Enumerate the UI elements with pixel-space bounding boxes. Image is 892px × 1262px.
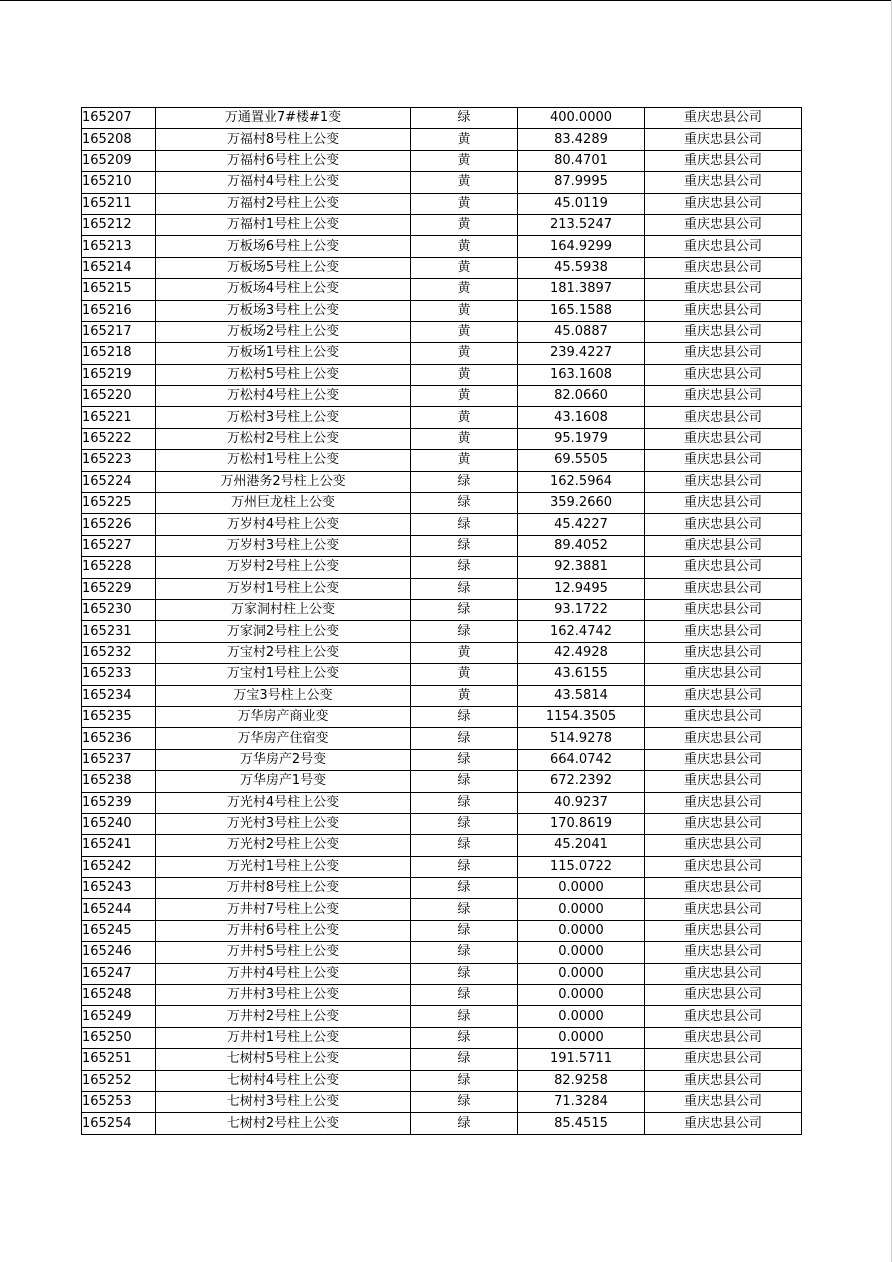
cell-value: 163.1608 (518, 364, 645, 385)
cell-color: 绿 (411, 706, 518, 727)
cell-company: 重庆忠县公司 (645, 343, 802, 364)
cell-company: 重庆忠县公司 (645, 899, 802, 920)
cell-id: 165222 (82, 428, 156, 449)
cell-company: 重庆忠县公司 (645, 771, 802, 792)
cell-color: 黄 (411, 321, 518, 342)
cell-name: 万光村3号柱上公变 (156, 813, 411, 834)
table-row (82, 1070, 802, 1091)
cell-id: 165252 (82, 1070, 156, 1091)
cell-color: 黄 (411, 343, 518, 364)
cell-value: 85.4515 (518, 1113, 645, 1134)
cell-name: 万岁村4号柱上公变 (156, 514, 411, 535)
cell-name: 万板场6号柱上公变 (156, 236, 411, 257)
cell-value: 0.0000 (518, 1006, 645, 1027)
cell-color: 绿 (411, 749, 518, 770)
cell-company: 重庆忠县公司 (645, 471, 802, 492)
cell-id: 165233 (82, 664, 156, 685)
cell-color: 绿 (411, 878, 518, 899)
cell-color: 黄 (411, 172, 518, 193)
cell-color: 绿 (411, 920, 518, 941)
table-row (82, 749, 802, 770)
cell-id: 165229 (82, 578, 156, 599)
cell-value: 45.4227 (518, 514, 645, 535)
cell-value: 45.2041 (518, 835, 645, 856)
cell-company: 重庆忠县公司 (645, 129, 802, 150)
cell-company: 重庆忠县公司 (645, 172, 802, 193)
cell-value: 0.0000 (518, 1027, 645, 1048)
cell-id: 165251 (82, 1049, 156, 1070)
cell-color: 绿 (411, 514, 518, 535)
cell-value: 45.0119 (518, 193, 645, 214)
cell-id: 165231 (82, 621, 156, 642)
table-row (82, 1113, 802, 1134)
table-row (82, 343, 802, 364)
table-row (82, 792, 802, 813)
cell-id: 165208 (82, 129, 156, 150)
table-row (82, 599, 802, 620)
table-row (82, 813, 802, 834)
cell-company: 重庆忠县公司 (645, 642, 802, 663)
table-row (82, 129, 802, 150)
cell-color: 黄 (411, 386, 518, 407)
cell-name: 万福村2号柱上公变 (156, 193, 411, 214)
cell-value: 69.5505 (518, 450, 645, 471)
cell-id: 165237 (82, 749, 156, 770)
cell-name: 万井村8号柱上公变 (156, 878, 411, 899)
cell-name: 万福村6号柱上公变 (156, 150, 411, 171)
cell-name: 万州巨龙柱上公变 (156, 493, 411, 514)
cell-id: 165225 (82, 493, 156, 514)
cell-color: 黄 (411, 642, 518, 663)
cell-color: 黄 (411, 257, 518, 278)
cell-company: 重庆忠县公司 (645, 193, 802, 214)
table-row (82, 942, 802, 963)
cell-name: 万松村1号柱上公变 (156, 450, 411, 471)
cell-color: 绿 (411, 599, 518, 620)
cell-name: 万光村1号柱上公变 (156, 856, 411, 877)
cell-value: 43.6155 (518, 664, 645, 685)
cell-company: 重庆忠县公司 (645, 878, 802, 899)
cell-color: 黄 (411, 150, 518, 171)
table-row (82, 557, 802, 578)
cell-company: 重庆忠县公司 (645, 664, 802, 685)
cell-id: 165234 (82, 685, 156, 706)
cell-name: 万板场2号柱上公变 (156, 321, 411, 342)
table-row (82, 364, 802, 385)
table-row (82, 728, 802, 749)
cell-company: 重庆忠县公司 (645, 985, 802, 1006)
cell-color: 绿 (411, 578, 518, 599)
cell-color: 绿 (411, 835, 518, 856)
cell-id: 165224 (82, 471, 156, 492)
transformer-table (81, 107, 802, 1135)
cell-id: 165219 (82, 364, 156, 385)
cell-id: 165239 (82, 792, 156, 813)
cell-color: 绿 (411, 1091, 518, 1112)
cell-id: 165230 (82, 599, 156, 620)
cell-color: 绿 (411, 535, 518, 556)
cell-name: 万井村4号柱上公变 (156, 963, 411, 984)
table-row (82, 407, 802, 428)
cell-name: 万光村4号柱上公变 (156, 792, 411, 813)
cell-value: 43.5814 (518, 685, 645, 706)
cell-value: 0.0000 (518, 963, 645, 984)
cell-name: 万井村6号柱上公变 (156, 920, 411, 941)
table-row (82, 771, 802, 792)
cell-color: 绿 (411, 985, 518, 1006)
cell-name: 万福村4号柱上公变 (156, 172, 411, 193)
table-row (82, 193, 802, 214)
cell-name: 万家洞2号柱上公变 (156, 621, 411, 642)
cell-value: 400.0000 (518, 108, 645, 129)
cell-id: 165207 (82, 108, 156, 129)
cell-id: 165212 (82, 214, 156, 235)
cell-company: 重庆忠县公司 (645, 728, 802, 749)
cell-id: 165242 (82, 856, 156, 877)
cell-value: 45.0887 (518, 321, 645, 342)
cell-value: 359.2660 (518, 493, 645, 514)
table-row (82, 578, 802, 599)
cell-name: 万通置业7#楼#1变 (156, 108, 411, 129)
table-row (82, 664, 802, 685)
cell-id: 165240 (82, 813, 156, 834)
cell-company: 重庆忠县公司 (645, 920, 802, 941)
cell-color: 黄 (411, 664, 518, 685)
cell-name: 万松村5号柱上公变 (156, 364, 411, 385)
cell-color: 绿 (411, 471, 518, 492)
table-row (82, 856, 802, 877)
cell-color: 绿 (411, 1049, 518, 1070)
table-row (82, 985, 802, 1006)
cell-name: 万福村1号柱上公变 (156, 214, 411, 235)
cell-value: 0.0000 (518, 899, 645, 920)
cell-value: 83.4289 (518, 129, 645, 150)
cell-id: 165247 (82, 963, 156, 984)
cell-company: 重庆忠县公司 (645, 450, 802, 471)
cell-color: 黄 (411, 279, 518, 300)
table-row (82, 1049, 802, 1070)
cell-value: 89.4052 (518, 535, 645, 556)
cell-value: 0.0000 (518, 878, 645, 899)
cell-company: 重庆忠县公司 (645, 1091, 802, 1112)
cell-name: 万州港务2号柱上公变 (156, 471, 411, 492)
cell-name: 万宝村2号柱上公变 (156, 642, 411, 663)
cell-company: 重庆忠县公司 (645, 1049, 802, 1070)
cell-name: 万华房产1号变 (156, 771, 411, 792)
cell-company: 重庆忠县公司 (645, 150, 802, 171)
table-row (82, 835, 802, 856)
cell-value: 71.3284 (518, 1091, 645, 1112)
cell-company: 重庆忠县公司 (645, 386, 802, 407)
cell-name: 万松村3号柱上公变 (156, 407, 411, 428)
cell-id: 165215 (82, 279, 156, 300)
table-row (82, 471, 802, 492)
cell-id: 165217 (82, 321, 156, 342)
cell-value: 1154.3505 (518, 706, 645, 727)
cell-company: 重庆忠县公司 (645, 578, 802, 599)
cell-value: 45.5938 (518, 257, 645, 278)
cell-color: 绿 (411, 1113, 518, 1134)
cell-color: 绿 (411, 813, 518, 834)
cell-color: 绿 (411, 1070, 518, 1091)
table-row (82, 642, 802, 663)
cell-company: 重庆忠县公司 (645, 300, 802, 321)
cell-name: 万板场4号柱上公变 (156, 279, 411, 300)
cell-value: 40.9237 (518, 792, 645, 813)
table-row (82, 172, 802, 193)
cell-company: 重庆忠县公司 (645, 557, 802, 578)
cell-value: 0.0000 (518, 920, 645, 941)
cell-color: 绿 (411, 856, 518, 877)
cell-id: 165232 (82, 642, 156, 663)
cell-id: 165223 (82, 450, 156, 471)
table-row (82, 920, 802, 941)
cell-company: 重庆忠县公司 (645, 535, 802, 556)
cell-color: 黄 (411, 236, 518, 257)
table-row (82, 963, 802, 984)
table-row (82, 236, 802, 257)
cell-company: 重庆忠县公司 (645, 321, 802, 342)
cell-company: 重庆忠县公司 (645, 236, 802, 257)
cell-color: 黄 (411, 407, 518, 428)
cell-id: 165213 (82, 236, 156, 257)
cell-color: 黄 (411, 428, 518, 449)
cell-id: 165253 (82, 1091, 156, 1112)
cell-color: 黄 (411, 129, 518, 150)
cell-id: 165238 (82, 771, 156, 792)
cell-id: 165249 (82, 1006, 156, 1027)
cell-color: 黄 (411, 364, 518, 385)
cell-value: 514.9278 (518, 728, 645, 749)
cell-value: 162.5964 (518, 471, 645, 492)
cell-value: 213.5247 (518, 214, 645, 235)
cell-color: 绿 (411, 1006, 518, 1027)
table-body (82, 108, 802, 1135)
cell-name: 万宝村1号柱上公变 (156, 664, 411, 685)
table-row (82, 428, 802, 449)
table-row (82, 706, 802, 727)
cell-name: 万板场1号柱上公变 (156, 343, 411, 364)
cell-value: 43.1608 (518, 407, 645, 428)
cell-id: 165216 (82, 300, 156, 321)
cell-name: 万井村5号柱上公变 (156, 942, 411, 963)
table-row (82, 514, 802, 535)
cell-company: 重庆忠县公司 (645, 407, 802, 428)
cell-name: 万岁村2号柱上公变 (156, 557, 411, 578)
cell-color: 绿 (411, 771, 518, 792)
table-row (82, 621, 802, 642)
cell-value: 0.0000 (518, 942, 645, 963)
cell-value: 0.0000 (518, 985, 645, 1006)
cell-id: 165248 (82, 985, 156, 1006)
cell-value: 82.9258 (518, 1070, 645, 1091)
cell-value: 42.4928 (518, 642, 645, 663)
table-row (82, 279, 802, 300)
cell-name: 万井村3号柱上公变 (156, 985, 411, 1006)
cell-company: 重庆忠县公司 (645, 514, 802, 535)
table-row (82, 899, 802, 920)
cell-color: 黄 (411, 450, 518, 471)
cell-color: 绿 (411, 792, 518, 813)
table-row (82, 214, 802, 235)
table-row (82, 108, 802, 129)
cell-id: 165236 (82, 728, 156, 749)
cell-name: 万光村2号柱上公变 (156, 835, 411, 856)
cell-company: 重庆忠县公司 (645, 1070, 802, 1091)
cell-value: 82.0660 (518, 386, 645, 407)
cell-company: 重庆忠县公司 (645, 942, 802, 963)
cell-color: 绿 (411, 108, 518, 129)
cell-name: 万家洞村柱上公变 (156, 599, 411, 620)
cell-color: 绿 (411, 899, 518, 920)
cell-name: 万岁村3号柱上公变 (156, 535, 411, 556)
cell-color: 绿 (411, 942, 518, 963)
cell-name: 万板场5号柱上公变 (156, 257, 411, 278)
cell-color: 绿 (411, 728, 518, 749)
cell-id: 165228 (82, 557, 156, 578)
cell-id: 165218 (82, 343, 156, 364)
cell-name: 万井村1号柱上公变 (156, 1027, 411, 1048)
cell-company: 重庆忠县公司 (645, 835, 802, 856)
cell-value: 239.4227 (518, 343, 645, 364)
cell-name: 万华房产商业变 (156, 706, 411, 727)
cell-value: 80.4701 (518, 150, 645, 171)
cell-value: 93.1722 (518, 599, 645, 620)
cell-color: 黄 (411, 300, 518, 321)
cell-company: 重庆忠县公司 (645, 493, 802, 514)
table-row (82, 1027, 802, 1048)
cell-id: 165211 (82, 193, 156, 214)
cell-name: 七树村3号柱上公变 (156, 1091, 411, 1112)
cell-id: 165226 (82, 514, 156, 535)
cell-value: 165.1588 (518, 300, 645, 321)
cell-name: 万福村8号柱上公变 (156, 129, 411, 150)
cell-name: 七树村5号柱上公变 (156, 1049, 411, 1070)
cell-company: 重庆忠县公司 (645, 621, 802, 642)
cell-id: 165250 (82, 1027, 156, 1048)
cell-id: 165220 (82, 386, 156, 407)
cell-value: 92.3881 (518, 557, 645, 578)
table-row (82, 386, 802, 407)
cell-id: 165243 (82, 878, 156, 899)
table-row (82, 257, 802, 278)
table-row (82, 450, 802, 471)
table-row (82, 685, 802, 706)
cell-name: 万华房产住宿变 (156, 728, 411, 749)
cell-color: 绿 (411, 557, 518, 578)
cell-company: 重庆忠县公司 (645, 856, 802, 877)
cell-company: 重庆忠县公司 (645, 792, 802, 813)
cell-company: 重庆忠县公司 (645, 1113, 802, 1134)
cell-company: 重庆忠县公司 (645, 706, 802, 727)
cell-color: 绿 (411, 1027, 518, 1048)
cell-company: 重庆忠县公司 (645, 364, 802, 385)
table-row (82, 1006, 802, 1027)
cell-value: 191.5711 (518, 1049, 645, 1070)
cell-company: 重庆忠县公司 (645, 749, 802, 770)
cell-company: 重庆忠县公司 (645, 108, 802, 129)
cell-name: 万松村2号柱上公变 (156, 428, 411, 449)
cell-color: 黄 (411, 685, 518, 706)
cell-color: 黄 (411, 214, 518, 235)
cell-company: 重庆忠县公司 (645, 685, 802, 706)
cell-value: 162.4742 (518, 621, 645, 642)
cell-value: 170.8619 (518, 813, 645, 834)
cell-company: 重庆忠县公司 (645, 1006, 802, 1027)
table-row (82, 1091, 802, 1112)
cell-value: 164.9299 (518, 236, 645, 257)
cell-color: 绿 (411, 493, 518, 514)
cell-id: 165235 (82, 706, 156, 727)
cell-id: 165221 (82, 407, 156, 428)
cell-name: 万井村7号柱上公变 (156, 899, 411, 920)
cell-id: 165209 (82, 150, 156, 171)
table-row (82, 535, 802, 556)
cell-id: 165246 (82, 942, 156, 963)
cell-name: 万松村4号柱上公变 (156, 386, 411, 407)
cell-id: 165254 (82, 1113, 156, 1134)
table-row (82, 493, 802, 514)
cell-value: 672.2392 (518, 771, 645, 792)
table-row (82, 150, 802, 171)
cell-value: 181.3897 (518, 279, 645, 300)
cell-id: 165245 (82, 920, 156, 941)
cell-company: 重庆忠县公司 (645, 1027, 802, 1048)
cell-name: 万井村2号柱上公变 (156, 1006, 411, 1027)
cell-color: 绿 (411, 963, 518, 984)
cell-name: 万华房产2号变 (156, 749, 411, 770)
table-row (82, 300, 802, 321)
cell-color: 绿 (411, 621, 518, 642)
cell-company: 重庆忠县公司 (645, 214, 802, 235)
cell-color: 黄 (411, 193, 518, 214)
table-row (82, 321, 802, 342)
page-top-border (0, 0, 892, 1)
cell-company: 重庆忠县公司 (645, 599, 802, 620)
table-row (82, 878, 802, 899)
cell-id: 165227 (82, 535, 156, 556)
cell-id: 165241 (82, 835, 156, 856)
cell-name: 万岁村1号柱上公变 (156, 578, 411, 599)
cell-value: 95.1979 (518, 428, 645, 449)
cell-name: 万宝3号柱上公变 (156, 685, 411, 706)
cell-company: 重庆忠县公司 (645, 428, 802, 449)
cell-value: 664.0742 (518, 749, 645, 770)
cell-id: 165214 (82, 257, 156, 278)
cell-value: 12.9495 (518, 578, 645, 599)
cell-company: 重庆忠县公司 (645, 963, 802, 984)
cell-name: 七树村4号柱上公变 (156, 1070, 411, 1091)
cell-name: 七树村2号柱上公变 (156, 1113, 411, 1134)
cell-value: 115.0722 (518, 856, 645, 877)
cell-id: 165244 (82, 899, 156, 920)
cell-company: 重庆忠县公司 (645, 279, 802, 300)
cell-name: 万板场3号柱上公变 (156, 300, 411, 321)
cell-value: 87.9995 (518, 172, 645, 193)
cell-company: 重庆忠县公司 (645, 257, 802, 278)
cell-company: 重庆忠县公司 (645, 813, 802, 834)
cell-id: 165210 (82, 172, 156, 193)
